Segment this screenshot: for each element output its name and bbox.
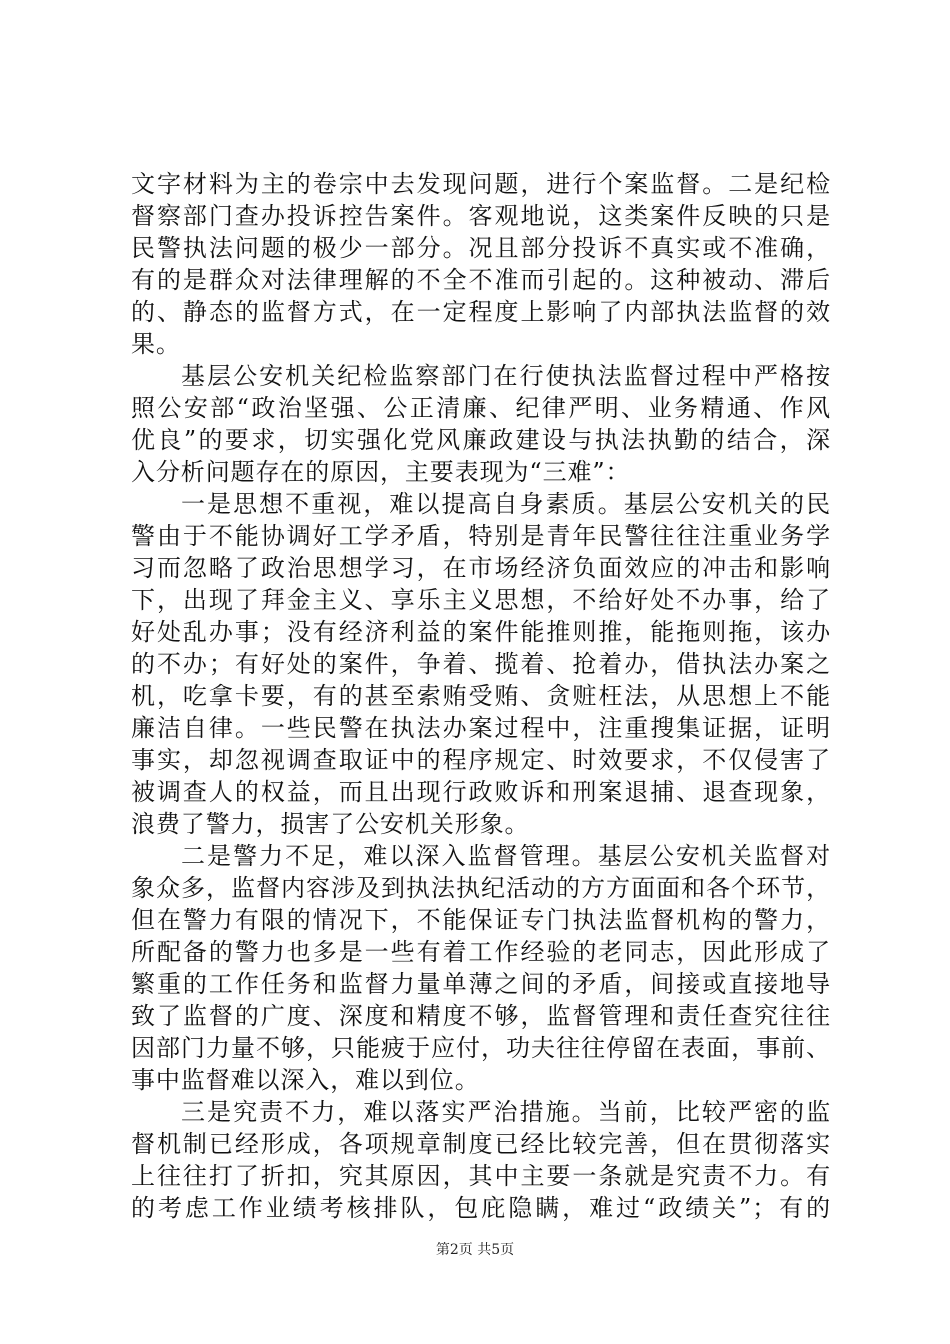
text-line: 被调查人的权益，而且出现行政败诉和刑案退捕、退查现象， [131, 778, 831, 806]
text-line: 繁重的工作任务和监督力量单薄之间的矛盾，间接或直接地导 [131, 970, 831, 998]
text-line: 基层公安机关纪检监察部门在行使执法监督过程中严格按 [181, 362, 831, 390]
page-footer [0, 1240, 950, 1260]
text-line: 的不办；有好处的案件，争着、揽着、抢着办，借执法办案之 [131, 650, 831, 678]
text-line: 因部门力量不够，只能疲于应付，功夫往往停留在表面，事前、 [131, 1034, 831, 1062]
text-line: 督机制已经形成，各项规章制度已经比较完善，但在贯彻落实 [131, 1130, 831, 1158]
text-line: 下，出现了拜金主义、享乐主义思想，不给好处不办事，给了 [131, 586, 831, 614]
text-line: 的、静态的监督方式，在一定程度上影响了内部执法监督的效 [131, 298, 831, 326]
text-line: 事实，却忽视调查取证中的程序规定、时效要求，不仅侵害了 [131, 746, 831, 774]
text-line: 警由于不能协调好工学矛盾，特别是青年民警往往注重业务学 [131, 522, 831, 550]
text-line: 一是思想不重视，难以提高自身素质。基层公安机关的民 [181, 490, 831, 518]
text-line: 民警执法问题的极少一部分。况且部分投诉不真实或不准确， [131, 234, 831, 262]
text-line: 入分析问题存在的原因，主要表现为“三难”： [131, 458, 631, 486]
text-line: 廉洁自律。一些民警在执法办案过程中，注重搜集证据，证明 [131, 714, 831, 742]
text-line: 上往往打了折扣，究其原因，其中主要一条就是究责不力。有 [131, 1162, 831, 1190]
text-line: 三是究责不力，难以落实严治措施。当前，比较严密的监 [181, 1098, 831, 1126]
body-text [131, 168, 831, 1224]
text-line: 照公安部“政治坚强、公正清廉、纪律严明、业务精通、作风 [131, 394, 831, 422]
text-line: 习而忽略了政治思想学习，在市场经济负面效应的冲击和影响 [131, 554, 831, 582]
text-line: 象众多，监督内容涉及到执法执纪活动的方方面面和各个环节， [131, 874, 831, 902]
text-line: 所配备的警力也多是一些有着工作经验的老同志，因此形成了 [131, 938, 831, 966]
text-line: 二是警力不足，难以深入监督管理。基层公安机关监督对 [181, 842, 831, 870]
text-line: 但在警力有限的情况下，不能保证专门执法监督机构的警力， [131, 906, 831, 934]
text-line: 致了监督的广度、深度和精度不够，监督管理和责任查究往往 [131, 1002, 831, 1030]
text-line: 有的是群众对法律理解的不全不准而引起的。这种被动、滞后 [131, 266, 831, 294]
text-line: 好处乱办事；没有经济利益的案件能推则推，能拖则拖，该办 [131, 618, 831, 646]
text-line: 文字材料为主的卷宗中去发现问题，进行个案监督。二是纪检 [131, 170, 831, 198]
text-line: 事中监督难以深入，难以到位。 [131, 1066, 480, 1094]
text-line: 的考虑工作业绩考核排队，包庇隐瞒，难过“政绩关”；有的 [131, 1194, 831, 1222]
text-line: 机，吃拿卡要，有的甚至索贿受贿、贪赃枉法，从思想上不能 [131, 682, 831, 710]
text-line: 优良”的要求，切实强化党风廉政建设与执法执勤的结合，深 [131, 426, 831, 454]
text-line: 果。 [131, 330, 181, 358]
page-number: 第2页 共5页 [435, 1242, 515, 1258]
text-line: 浪费了警力，损害了公安机关形象。 [131, 810, 530, 838]
text-line: 督察部门查办投诉控告案件。客观地说，这类案件反映的只是 [131, 202, 831, 230]
